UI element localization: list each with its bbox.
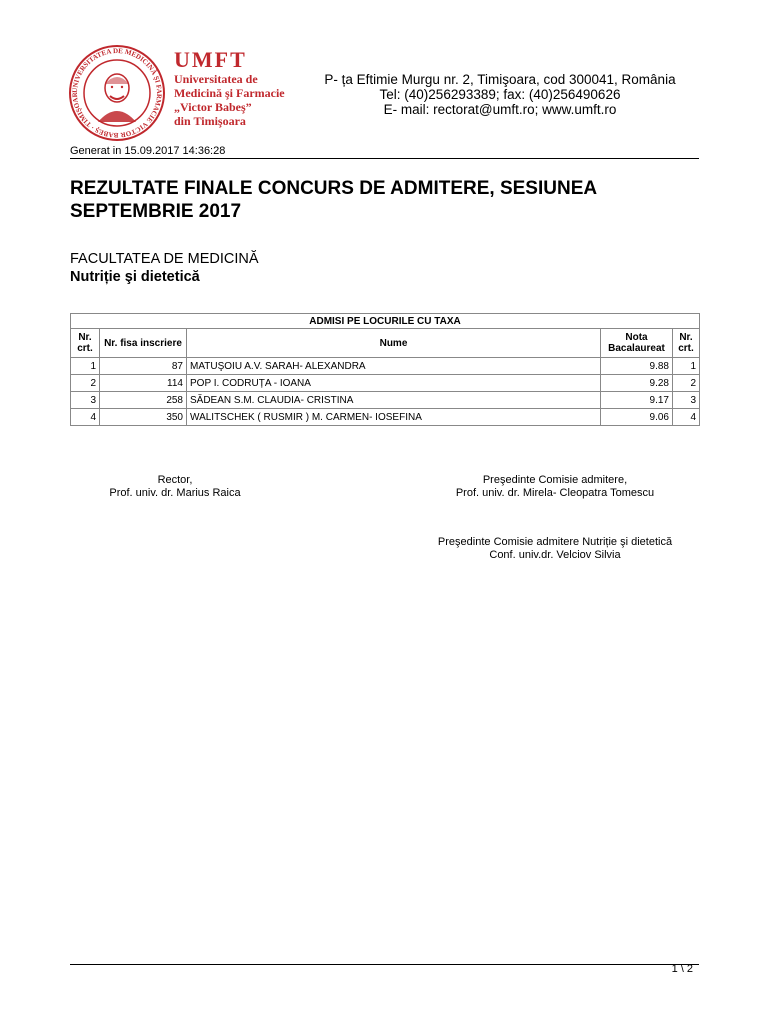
cell-nume: SĂDEAN S.M. CLAUDIA- CRISTINA [187, 392, 601, 409]
rector-signature-block [70, 474, 280, 500]
header-nr-fisa: Nr. fisa inscriere [100, 329, 187, 358]
brand-line-2: Medicină şi Farmacie [174, 86, 285, 100]
cell-nr: 2 [71, 375, 100, 392]
cell-nume: POP I. CODRUȚA - IOANA [187, 375, 601, 392]
admission-president-name: Prof. univ. dr. Mirela- Cleopatra Tomescu [455, 487, 655, 499]
cell-nr-2: 3 [673, 392, 700, 409]
faculty-name: FACULTATEA DE MEDICINĂ [70, 251, 259, 267]
rector-name: Prof. univ. dr. Marius Raica [109, 487, 241, 499]
page-number: 1 \ 2 [671, 963, 693, 975]
program-president-signature-block [400, 536, 710, 562]
cell-nr: 3 [71, 392, 100, 409]
program-president-name: Conf. univ.dr. Velciov Silvia [489, 549, 621, 561]
header-nr-crt: Nr. crt. [71, 329, 100, 358]
table-row [71, 392, 700, 409]
contact-email: E- mail: rectorat@umft.ro; www.umft.ro [383, 102, 617, 117]
seal-ring-text: UNIVERSITATEA DE MEDICINĂ ŞI FARMACIE VICTOR BABEŞ · TIMIŞOAR [70, 46, 164, 140]
cell-fisa: 258 [100, 392, 187, 409]
cell-nr: 4 [71, 409, 100, 426]
table-row [71, 375, 700, 392]
contact-address: P- ța Eftimie Murgu nr. 2, Timişoara, cod 300041, România [324, 72, 676, 87]
cell-fisa: 114 [100, 375, 187, 392]
cell-nume: WALITSCHEK ( RUSMIR ) M. CARMEN- IOSEFINA [187, 409, 601, 426]
cell-nota: 9.06 [601, 409, 673, 426]
cell-nr: 1 [71, 358, 100, 375]
table-row [71, 409, 700, 426]
cell-nume: MATUŞOIU A.V. SARAH- ALEXANDRA [187, 358, 601, 375]
table-caption: ADMISI PE LOCURILE CU TAXA [71, 314, 700, 329]
admission-president-signature-block [400, 474, 710, 500]
program-president-role: Preşedinte Comisie admitere Nutriție şi dietetică [437, 536, 673, 548]
rector-role: Rector, [157, 474, 193, 486]
cell-fisa: 87 [100, 358, 187, 375]
cell-nota: 9.28 [601, 375, 673, 392]
table-row [71, 358, 700, 375]
cell-nr-2: 1 [673, 358, 700, 375]
brand-line-1: Universitatea de [174, 72, 258, 86]
cell-nr-2: 4 [673, 409, 700, 426]
header-nume: Nume [187, 329, 601, 358]
brand-line-4: din Timişoara [174, 114, 246, 128]
results-table [70, 313, 700, 426]
contact-phone: Tel: (40)256293389; fax: (40)256490626 [379, 87, 621, 102]
contact-info [300, 72, 700, 117]
generated-timestamp: Generat in 15.09.2017 14:36:28 [70, 145, 226, 157]
umft-seal-logo [68, 44, 166, 142]
cell-nota: 9.88 [601, 358, 673, 375]
header-nota-bacalaureat: Nota Bacalaureat [601, 329, 673, 358]
university-brand [174, 48, 285, 128]
cell-nr-2: 2 [673, 375, 700, 392]
cell-fisa: 350 [100, 409, 187, 426]
header-nr-crt-2: Nr. crt. [673, 329, 700, 358]
brand-line-3: „Victor Babeş” [174, 100, 252, 114]
header-divider [70, 158, 699, 159]
admission-president-role: Preşedinte Comisie admitere, [482, 474, 628, 486]
document-title: REZULTATE FINALE CONCURS DE ADMITERE, SESIUNEA SEPTEMBRIE 2017 [70, 178, 597, 222]
brand-abbreviation: UMFT [174, 47, 247, 72]
program-name: Nutriție şi dietetică [70, 269, 200, 285]
cell-nota: 9.17 [601, 392, 673, 409]
